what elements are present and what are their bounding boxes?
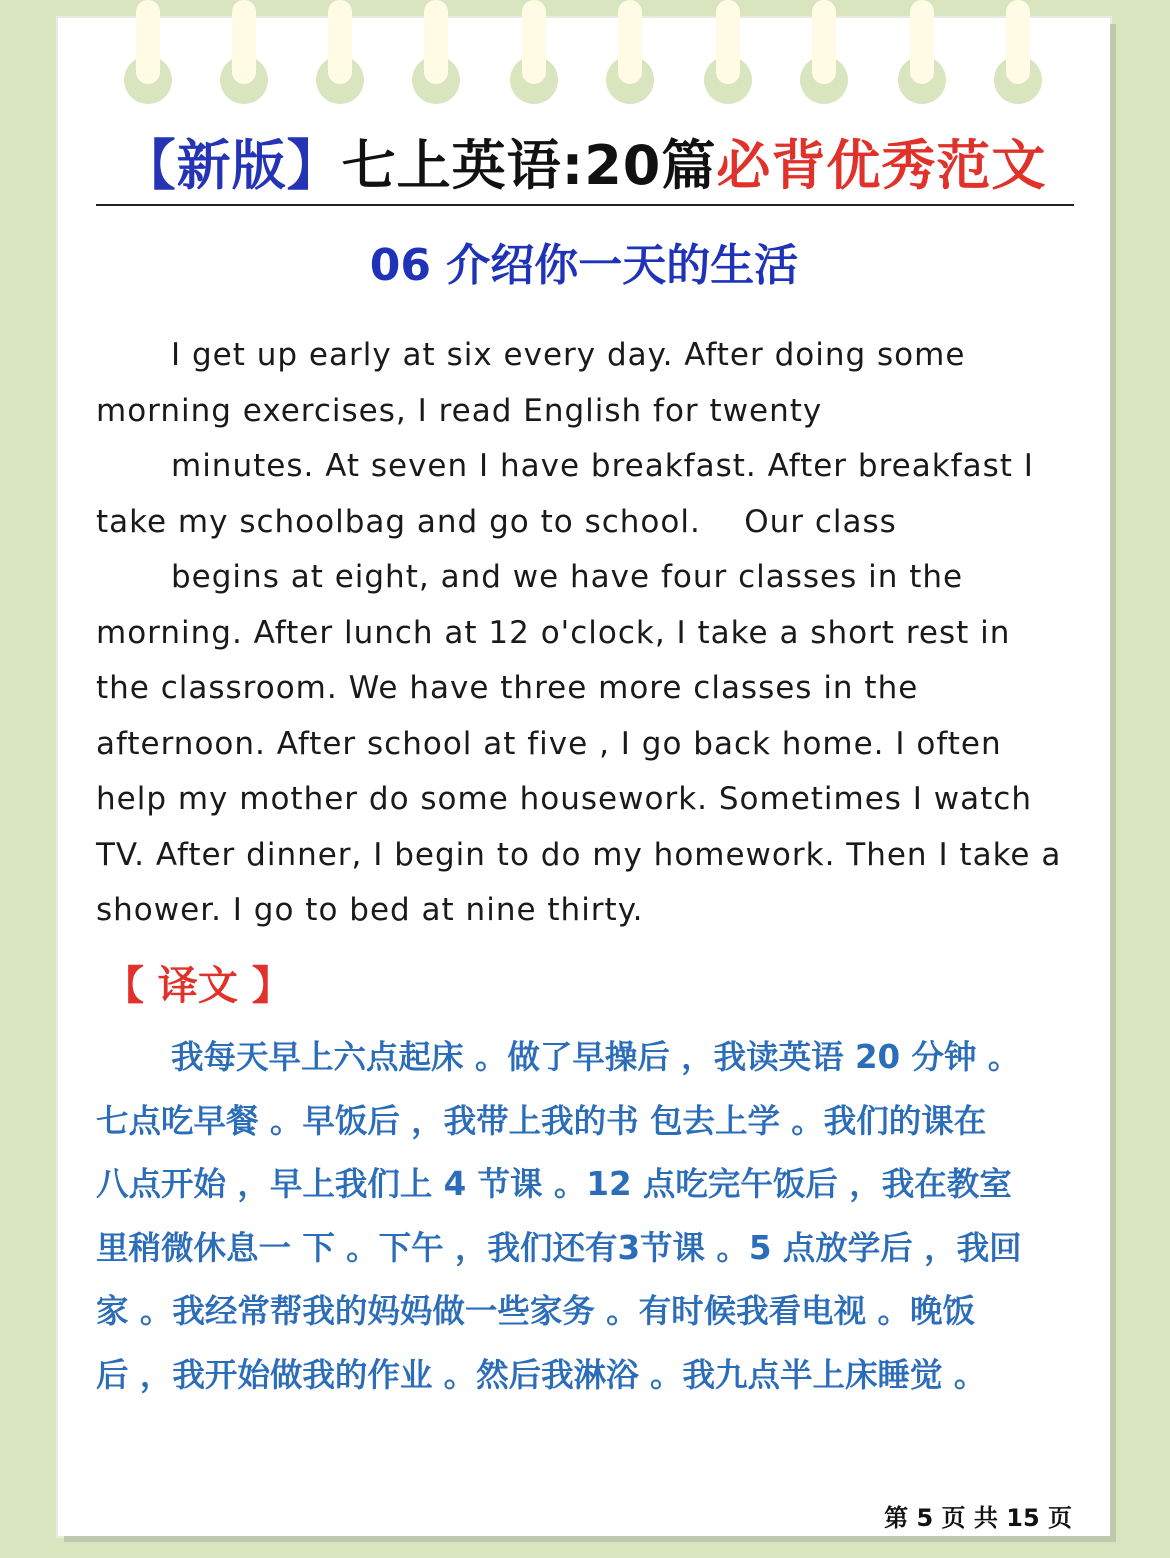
essay-line: minutes. At seven I have breakfast. After breakfast I bbox=[171, 448, 1034, 484]
binder-ring-icon bbox=[410, 0, 462, 110]
binder-ring-icon bbox=[604, 0, 656, 110]
binder-ring-icon bbox=[798, 0, 850, 110]
essay-line: help my mother do some housework. Sometimes I watch bbox=[96, 781, 1032, 817]
title-divider bbox=[96, 204, 1074, 206]
binder-ring-icon bbox=[508, 0, 560, 110]
essay-line: I get up early at six every day. After doing some bbox=[171, 337, 966, 373]
page-title bbox=[96, 130, 1072, 202]
essay-heading: 06 介绍你一天的生活 bbox=[369, 240, 799, 291]
notebook-page bbox=[58, 18, 1110, 1536]
binder-ring-icon bbox=[992, 0, 1044, 110]
binder-ring-icon bbox=[314, 0, 366, 110]
title-highlight: 必背优秀范文 bbox=[716, 134, 1047, 197]
title-main: 七上英语:20篇 bbox=[341, 134, 717, 197]
essay-line: the classroom. We have three more classes in the bbox=[96, 670, 919, 706]
essay-line: shower. I go to bed at nine thirty. bbox=[96, 892, 644, 928]
binder-ring-icon bbox=[122, 0, 174, 110]
title-edition-tag: 【新版】 bbox=[121, 134, 342, 197]
chinese-translation bbox=[96, 1026, 1076, 1407]
translation-line: 家 。我经常帮我的妈妈做一些家务 。有时候我看电视 。晚饭 bbox=[96, 1292, 975, 1330]
essay-line: begins at eight, and we have four classes in the bbox=[171, 559, 964, 595]
translation-line: 七点吃早餐 。早饭后 ，我带上我的书 包去上学 。我们的课在 bbox=[96, 1101, 987, 1140]
translation-line: 我每天早上六点起床 。做了早操后 ，我读英语 20 分钟 。 bbox=[171, 1038, 1021, 1076]
binder-ring-icon bbox=[702, 0, 754, 110]
english-essay bbox=[96, 328, 1076, 939]
binder-ring-icon bbox=[218, 0, 270, 110]
translation-label: 【 译文 】 bbox=[104, 963, 292, 1009]
translation-line: 后 ，我开始做我的作业 。然后我淋浴 。我九点半上床睡觉 。 bbox=[96, 1355, 987, 1394]
page-number: 第 5 页 共 15 页 bbox=[884, 1504, 1072, 1532]
translation-line: 里稍微休息一 下 。下午 ，我们还有3节课 。5 点放学后 ，我回 bbox=[96, 1228, 1022, 1267]
essay-line: morning. After lunch at 12 o'clock, I take a short rest in bbox=[96, 614, 1011, 651]
binder-rings bbox=[58, 0, 1110, 120]
translation-line: 八点开始 ，早上我们上 4 节课 。12 点吃完午饭后 ，我在教室 bbox=[96, 1165, 1012, 1203]
essay-line: take my schoolbag and go to school. Our class bbox=[96, 503, 897, 540]
essay-line: afternoon. After school at five , I go back home. I often bbox=[96, 725, 1002, 762]
essay-line: TV. After dinner, I begin to do my homework. Then I take a bbox=[96, 836, 1062, 873]
binder-ring-icon bbox=[896, 0, 948, 110]
essay-line: morning exercises, I read English for twenty bbox=[96, 392, 823, 429]
